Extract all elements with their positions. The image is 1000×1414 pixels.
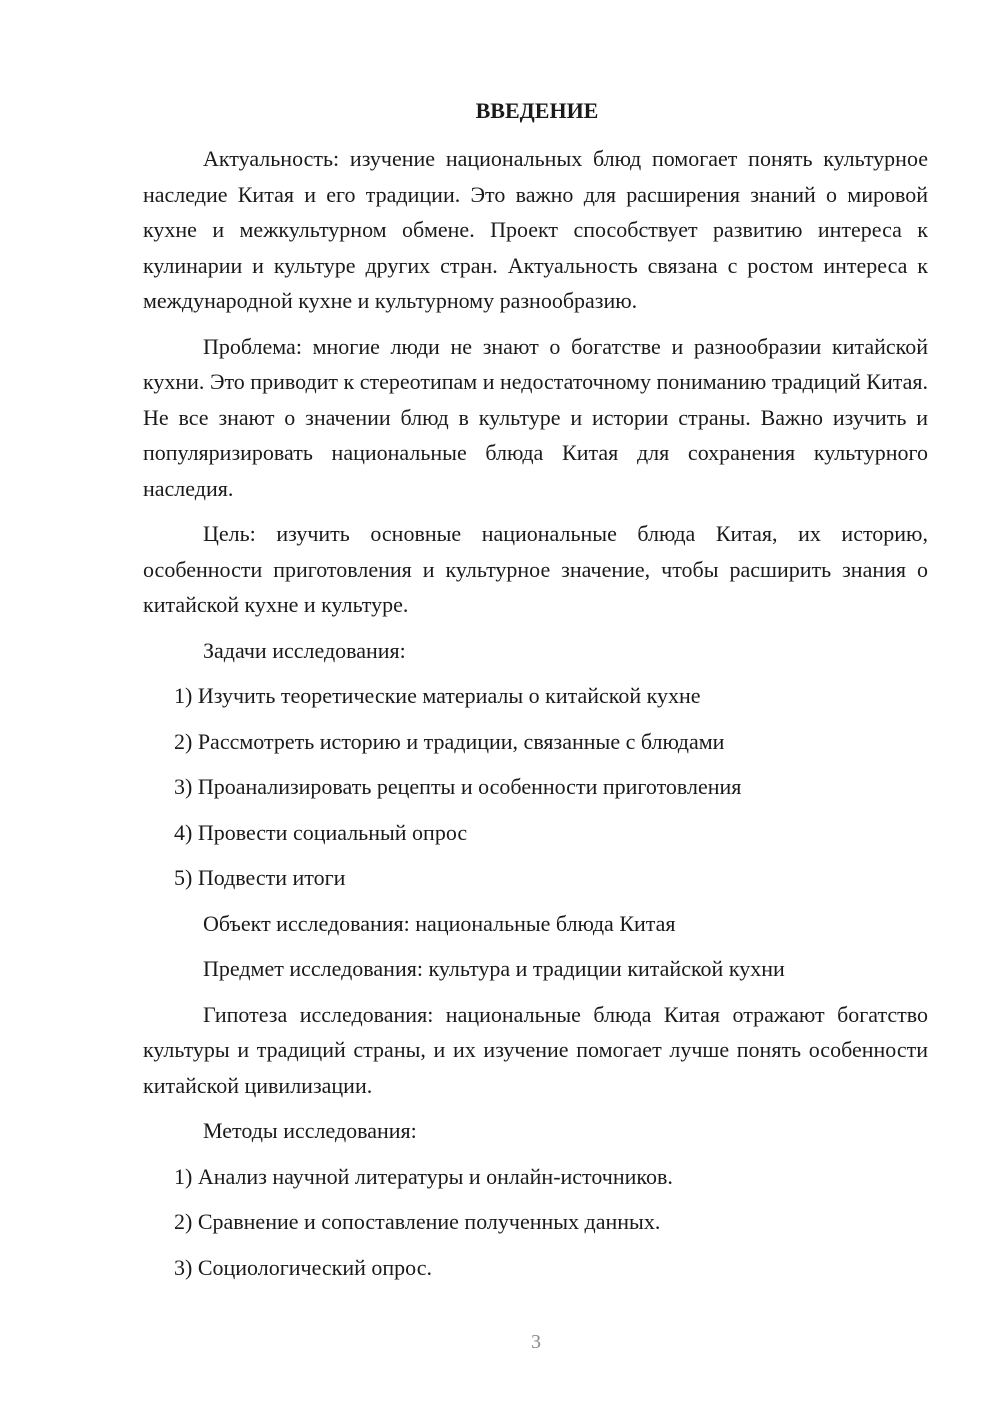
tasks-heading: Задачи исследования:	[203, 637, 406, 663]
hypothesis-paragraph: Гипотеза исследования: национальные блюда Китая отражают богатство культуры и традиций страны, и их изучение помогает лучше понять особенности китайской цивилизации.	[143, 1001, 928, 1098]
list-item: 2) Сравнение и сопоставление полученных данных.	[174, 1209, 661, 1234]
methods-heading: Методы исследования:	[203, 1118, 417, 1143]
list-item: 3) Социологический опрос.	[174, 1254, 432, 1280]
list-item: 1) Анализ научной литературы и онлайн-источников.	[174, 1163, 673, 1189]
object-line: Объект исследования: национальные блюда Китая	[203, 910, 676, 936]
subject-line: Предмет исследования: культура и традиции китайской кухни	[203, 956, 785, 981]
problem-paragraph: Проблема: многие люди не знают о богатстве и разнообразии китайской кухни. Это приводит к стереотипам и недостаточному пониманию традиций Китая. Не все знают о значении блюд в культуре и истории страны. Важно изучить и популяризировать национальные блюда Китая для сохранения культурного наследия.	[143, 333, 928, 501]
page-title: ВВЕДЕНИЕ	[475, 98, 599, 123]
relevance-paragraph: Актуальность: изучение национальных блюд помогает понять культурное наследие Китая и его традиции. Это важно для расширения знаний о мировой кухне и межкультурном обмене. Проект способствует развитию интереса к кулинарии и культуре других стран. Актуальность связана с ростом интереса к международной кухне и культурному разнообразию.	[143, 146, 928, 313]
tasks-list	[143, 678, 928, 896]
goal-paragraph: Цель: изучить основные национальные блюда Китая, их историю, особенности приготовления и культурное значение, чтобы расширить знания о китайской кухне и культуре.	[143, 521, 928, 617]
list-item: 2) Рассмотреть историю и традиции, связанные с блюдами	[174, 728, 725, 754]
document-page	[143, 94, 928, 1295]
list-item: 4) Провести социальный опрос	[174, 819, 468, 845]
list-item: 3) Проанализировать рецепты и особенности приготовления	[174, 774, 742, 799]
methods-list	[143, 1159, 928, 1286]
list-item: 5) Подвести итоги	[174, 865, 346, 890]
page-number: 3	[531, 1331, 541, 1353]
list-item: 1) Изучить теоретические материалы о китайской кухне	[174, 683, 701, 708]
